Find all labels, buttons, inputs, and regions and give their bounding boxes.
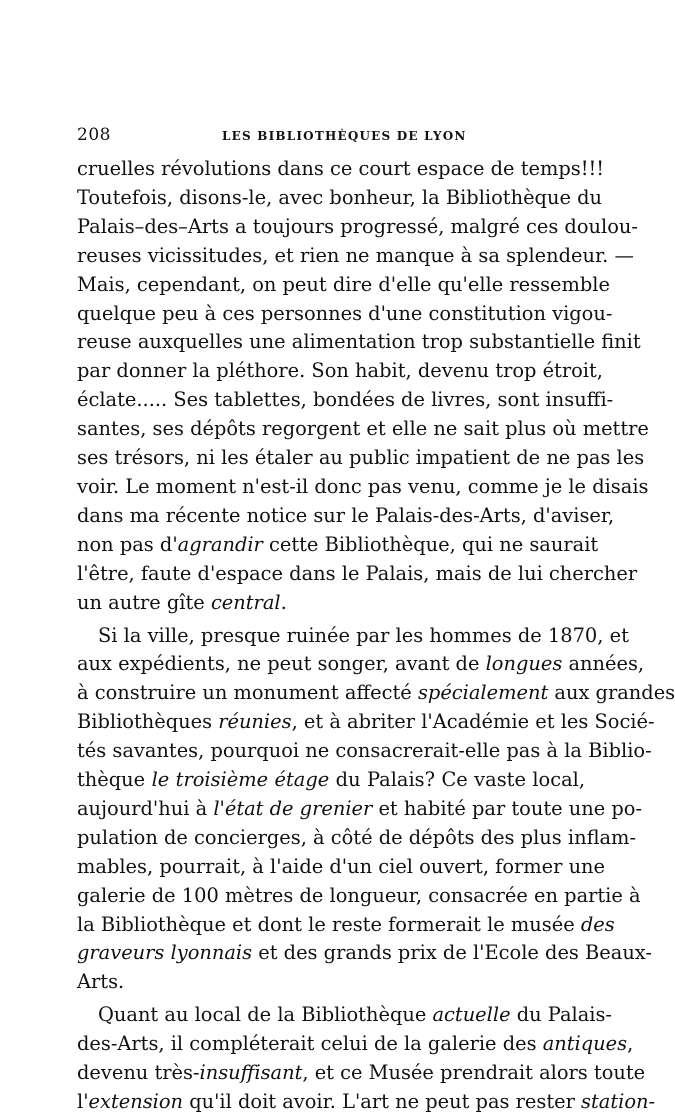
text-run: l'être, faute d'espace dans le Palais, mais de lui chercher	[77, 561, 638, 585]
italic-text: insuffisant	[199, 1061, 303, 1085]
text-run: du Palais-	[510, 1003, 612, 1027]
text-line	[77, 708, 655, 737]
text-run: quelque peu à ces personnes d'une constitution vigou-	[77, 301, 613, 325]
text-run: pulation de concierges, à côté de dépôts des plus inflam-	[77, 825, 636, 849]
text-run: un autre gîte	[77, 590, 211, 614]
text-line	[77, 271, 610, 300]
text-line	[77, 415, 649, 444]
italic-text: agrandir	[177, 532, 263, 556]
text-line	[77, 1059, 646, 1088]
text-line	[77, 1088, 656, 1117]
italic-text: des	[580, 912, 615, 936]
text-run: ses trésors, ni les étaler au public impatient de ne pas les	[77, 446, 645, 470]
text-line	[77, 155, 605, 184]
italic-text: central	[210, 590, 281, 614]
text-run: voir. Le moment n'est-il donc pas venu, comme je le disais	[77, 474, 649, 498]
text-line	[77, 560, 638, 589]
text-run: qu'il doit avoir. L'art ne peut pas rester	[183, 1090, 582, 1113]
paragraph	[77, 1001, 656, 1117]
page-number: 208	[77, 125, 111, 145]
text-run: et habité par toute une po-	[372, 796, 643, 820]
italic-text: extension	[88, 1090, 184, 1113]
text-run: ,	[627, 1032, 634, 1056]
text-run: Arts.	[77, 970, 125, 994]
text-line	[77, 328, 641, 357]
text-run: Quant au local de la Bibliothèque	[98, 1003, 433, 1027]
text-run: du Palais? Ce vaste local,	[329, 768, 585, 792]
text-run: l'	[77, 1090, 89, 1113]
text-run: aux expédients, ne peut songer, avant de	[77, 652, 486, 676]
text-line	[77, 882, 641, 911]
text-line	[77, 939, 652, 968]
text-line	[77, 737, 652, 766]
text-run: par donner la pléthore. Son habit, devenu trop étroit,	[77, 359, 603, 383]
text-run: cruelles révolutions dans ce court espace de temps!!!	[77, 157, 605, 180]
text-line	[77, 473, 649, 502]
text-run: galerie de 100 mètres de longueur, consacrée en partie à	[77, 883, 641, 907]
text-run: Si la ville, presque ruinée par les hommes de 1870, et	[98, 623, 629, 647]
book-page	[77, 125, 675, 1117]
text-run: .	[280, 590, 287, 614]
italic-text: actuelle	[432, 1003, 511, 1027]
text-run: reuse auxquelles une alimentation trop substantielle finit	[77, 330, 641, 354]
text-run: aujourd'hui à	[77, 796, 214, 820]
text-run: Palais–des–Arts a toujours progressé, malgré ces doulou-	[77, 214, 638, 238]
text-run: aux grandes	[548, 681, 675, 705]
running-title: LES BIBLIOTHÈQUES DE LYON	[222, 129, 467, 143]
text-run: thèque	[77, 768, 152, 792]
text-run: à construire un monument affecté	[77, 681, 418, 705]
text-line	[77, 679, 675, 708]
text-line	[77, 357, 603, 386]
text-run: Mais, cependant, on peut dire d'elle qu'elle ressemble	[77, 272, 610, 296]
text-line	[77, 242, 634, 271]
text-run: non pas d'	[77, 532, 178, 556]
text-run: la Bibliothèque et dont le reste formerait le musée	[77, 912, 581, 936]
text-line	[77, 213, 638, 242]
text-run: mables, pourrait, à l'aide d'un ciel ouvert, former une	[77, 854, 606, 878]
text-run: santes, ses dépôts regorgent et elle ne sait plus où mettre	[77, 417, 649, 441]
text-line	[77, 853, 606, 882]
text-line	[77, 502, 615, 531]
text-line	[77, 1030, 634, 1059]
body-text	[77, 155, 675, 1117]
text-line	[77, 968, 585, 997]
text-line	[77, 184, 602, 213]
text-line	[77, 589, 585, 618]
italic-text: station-	[581, 1090, 656, 1113]
text-line	[77, 300, 613, 329]
italic-text: réunies	[218, 710, 292, 734]
text-line	[77, 444, 645, 473]
text-run: années,	[562, 652, 645, 676]
italic-text: longues	[485, 652, 563, 676]
text-run: et des grands prix de l'Ecole des Beaux-	[252, 941, 652, 965]
text-run: Bibliothèques	[77, 710, 219, 734]
text-line	[77, 824, 636, 853]
text-line	[77, 795, 643, 824]
text-run: éclate..... Ses tablettes, bondées de livres, sont insuffi-	[77, 388, 614, 412]
text-run: dans ma récente notice sur le Palais-des-Arts, d'aviser,	[77, 503, 615, 527]
text-line	[77, 531, 599, 560]
text-run: , et à abriter l'Académie et les Socié-	[291, 710, 655, 734]
italic-text: le troisième étage	[151, 768, 330, 792]
paragraph	[77, 155, 649, 618]
text-run: tés savantes, pourquoi ne consacrerait-elle pas à la Biblio-	[77, 739, 652, 763]
italic-text: graveurs lyonnais	[77, 941, 253, 965]
text-run: devenu très-	[77, 1061, 200, 1085]
italic-text: l'état de grenier	[213, 796, 373, 820]
text-line	[77, 1001, 612, 1030]
text-run: Toutefois, disons-le, avec bonheur, la Bibliothèque du	[77, 185, 602, 209]
italic-text: antiques	[542, 1032, 628, 1056]
text-run: cette Bibliothèque, qui ne saurait	[262, 532, 599, 556]
text-run: reuses vicissitudes, et rien ne manque à sa splendeur. —	[77, 243, 634, 267]
text-line	[77, 622, 629, 651]
text-line	[77, 386, 614, 415]
text-line	[77, 911, 615, 940]
running-head	[77, 125, 585, 155]
text-line	[77, 650, 645, 679]
text-line	[77, 766, 585, 795]
italic-text: spécialement	[417, 681, 549, 705]
text-run: des-Arts, il compléterait celui de la galerie des	[77, 1032, 543, 1056]
text-run: , et ce Musée prendrait alors toute	[302, 1061, 646, 1085]
paragraph	[77, 622, 675, 998]
